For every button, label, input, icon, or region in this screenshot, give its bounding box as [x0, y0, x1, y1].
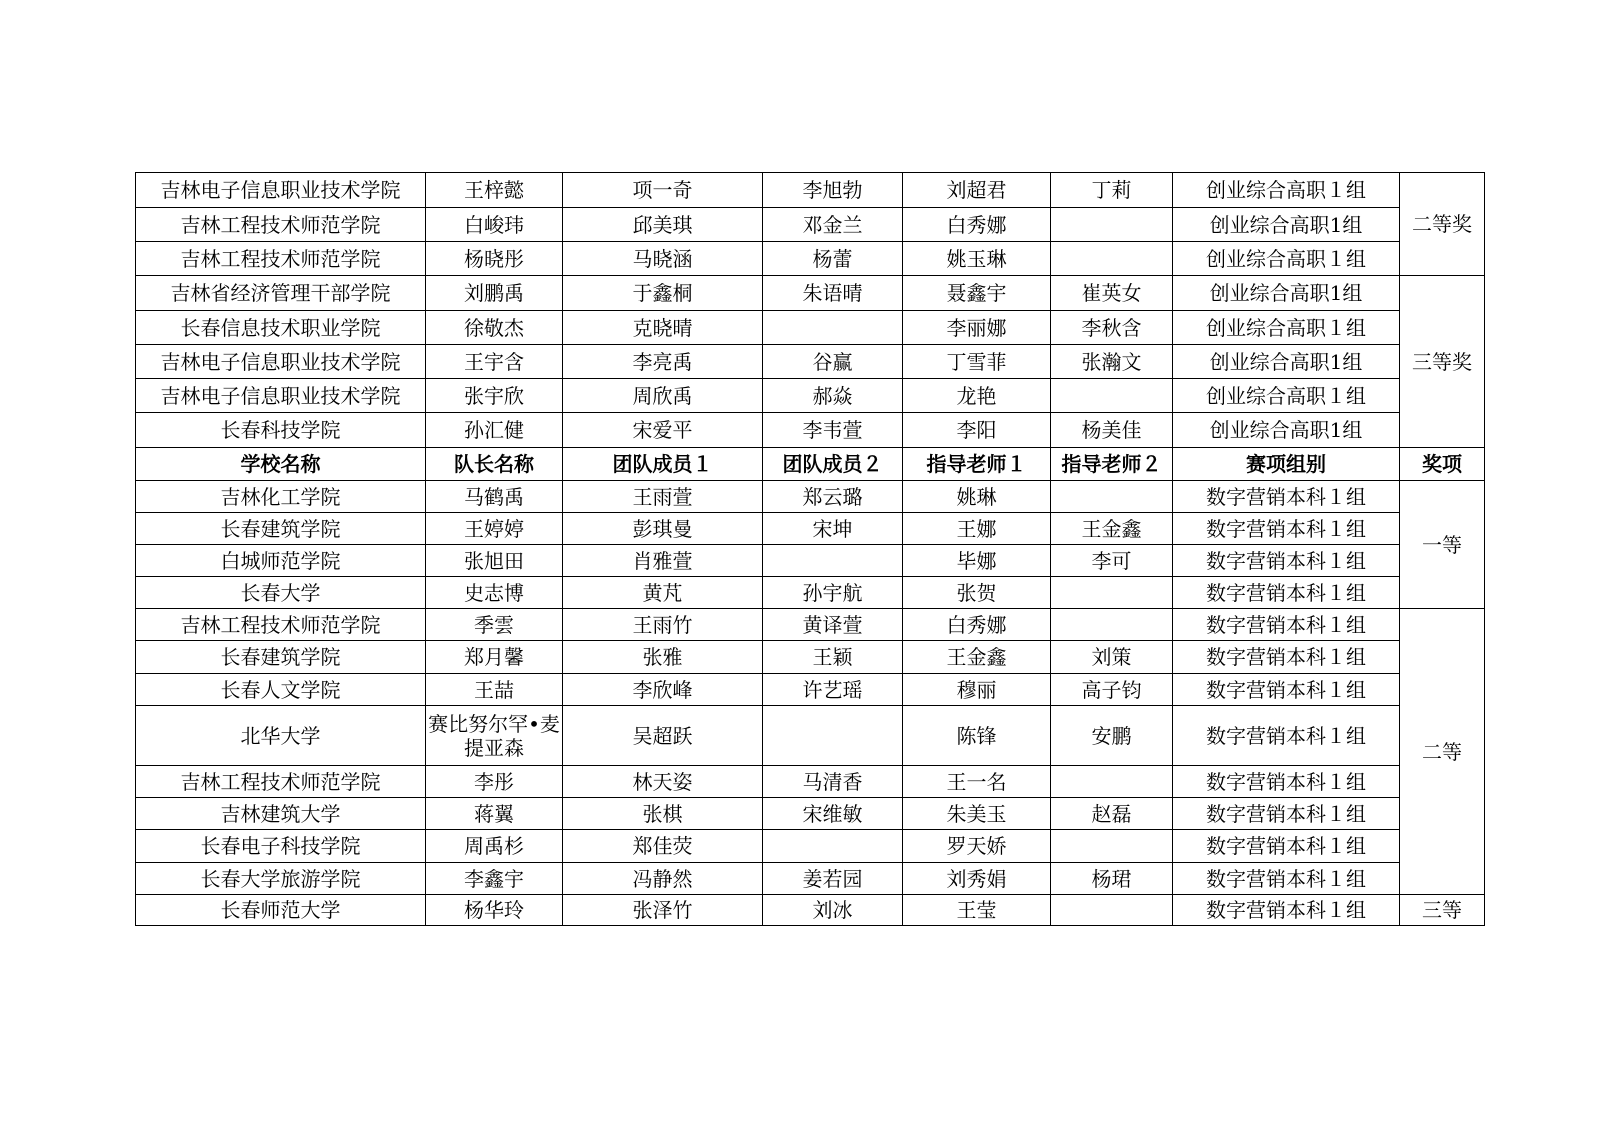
member2-cell	[763, 311, 903, 345]
member1-cell: 王雨竹	[563, 609, 763, 641]
group-cell: 创业综合高职１组	[1173, 173, 1400, 208]
award-cell: 三等	[1400, 895, 1485, 926]
school-cell: 吉林工程技术师范学院	[136, 242, 426, 276]
table-row	[136, 379, 1485, 413]
teacher1-cell: 张贺	[903, 577, 1051, 609]
member2-cell: 黄译萱	[763, 609, 903, 641]
table-row	[136, 577, 1485, 609]
school-cell: 长春师范大学	[136, 895, 426, 926]
member2-cell: 朱语晴	[763, 276, 903, 311]
table-row	[136, 345, 1485, 379]
results-table	[135, 172, 1485, 926]
award-cell: 二等	[1400, 609, 1485, 895]
school-cell: 长春信息技术职业学院	[136, 311, 426, 345]
member1-cell: 李欣峰	[563, 674, 763, 706]
captain-cell: 王婷婷	[426, 513, 563, 545]
group-cell: 创业综合高职1组	[1173, 345, 1400, 379]
teacher1-cell: 陈锋	[903, 706, 1051, 766]
group-cell: 数字营销本科１组	[1173, 798, 1400, 830]
header-award: 奖项	[1400, 448, 1485, 481]
table-row	[136, 242, 1485, 276]
school-cell: 吉林工程技术师范学院	[136, 609, 426, 641]
member2-cell: 郑云璐	[763, 481, 903, 513]
table-row	[136, 481, 1485, 513]
captain-cell: 刘鹏禹	[426, 276, 563, 311]
member2-cell: 姜若园	[763, 863, 903, 895]
member2-cell: 宋坤	[763, 513, 903, 545]
table-row	[136, 766, 1485, 798]
member1-cell: 王雨萱	[563, 481, 763, 513]
header-teacher1: 指导老师１	[903, 448, 1051, 481]
school-cell: 吉林省经济管理干部学院	[136, 276, 426, 311]
group-cell: 创业综合高职１组	[1173, 242, 1400, 276]
member2-cell: 刘冰	[763, 895, 903, 926]
member2-cell: 宋维敏	[763, 798, 903, 830]
table-row	[136, 413, 1485, 448]
header-captain: 队长名称	[426, 448, 563, 481]
teacher1-cell: 白秀娜	[903, 609, 1051, 641]
table-row	[136, 208, 1485, 242]
member1-cell: 林天姿	[563, 766, 763, 798]
table-row	[136, 276, 1485, 311]
member2-cell	[763, 830, 903, 863]
member1-cell: 黄芃	[563, 577, 763, 609]
table-row	[136, 863, 1485, 895]
table-row	[136, 513, 1485, 545]
teacher2-cell	[1051, 895, 1173, 926]
member2-cell: 郝焱	[763, 379, 903, 413]
member1-cell: 周欣禹	[563, 379, 763, 413]
captain-cell: 郑月馨	[426, 641, 563, 674]
school-cell: 吉林工程技术师范学院	[136, 766, 426, 798]
teacher2-cell	[1051, 208, 1173, 242]
school-cell: 长春科技学院	[136, 413, 426, 448]
member2-cell: 许艺瑶	[763, 674, 903, 706]
group-cell: 数字营销本科１组	[1173, 830, 1400, 863]
member1-cell: 宋爱平	[563, 413, 763, 448]
teacher2-cell: 刘策	[1051, 641, 1173, 674]
member1-cell: 彭琪曼	[563, 513, 763, 545]
school-cell: 吉林工程技术师范学院	[136, 208, 426, 242]
table-row	[136, 609, 1485, 641]
captain-cell: 蒋翼	[426, 798, 563, 830]
school-cell: 吉林建筑大学	[136, 798, 426, 830]
captain-cell: 史志博	[426, 577, 563, 609]
table-row	[136, 311, 1485, 345]
captain-cell: 李鑫宇	[426, 863, 563, 895]
header-member2: 团队成员２	[763, 448, 903, 481]
group-cell: 数字营销本科１组	[1173, 674, 1400, 706]
captain-cell: 周禹杉	[426, 830, 563, 863]
group-cell: 数字营销本科１组	[1173, 766, 1400, 798]
member2-cell: 李韦萱	[763, 413, 903, 448]
captain-cell: 张旭田	[426, 545, 563, 577]
member2-cell: 邓金兰	[763, 208, 903, 242]
member1-cell: 马晓涵	[563, 242, 763, 276]
table-row	[136, 706, 1485, 766]
member1-cell: 张棋	[563, 798, 763, 830]
teacher2-cell	[1051, 830, 1173, 863]
group-cell: 数字营销本科１组	[1173, 641, 1400, 674]
member1-cell: 克晓晴	[563, 311, 763, 345]
teacher1-cell: 王娜	[903, 513, 1051, 545]
captain-cell: 王喆	[426, 674, 563, 706]
teacher1-cell: 姚琳	[903, 481, 1051, 513]
member1-cell: 张泽竹	[563, 895, 763, 926]
member1-cell: 于鑫桐	[563, 276, 763, 311]
member2-cell	[763, 706, 903, 766]
teacher1-cell: 朱美玉	[903, 798, 1051, 830]
school-cell: 长春建筑学院	[136, 641, 426, 674]
teacher2-cell: 王金鑫	[1051, 513, 1173, 545]
member1-cell: 郑佳荧	[563, 830, 763, 863]
teacher1-cell: 丁雪菲	[903, 345, 1051, 379]
member1-cell: 肖雅萱	[563, 545, 763, 577]
captain-cell: 赛比努尔罕•麦提亚森	[426, 706, 563, 766]
captain-cell: 杨晓彤	[426, 242, 563, 276]
table-row	[136, 895, 1485, 926]
teacher1-cell: 毕娜	[903, 545, 1051, 577]
group-cell: 数字营销本科１组	[1173, 481, 1400, 513]
school-cell: 长春人文学院	[136, 674, 426, 706]
table-row	[136, 830, 1485, 863]
header-group: 赛项组别	[1173, 448, 1400, 481]
teacher1-cell: 李丽娜	[903, 311, 1051, 345]
member1-cell: 邱美琪	[563, 208, 763, 242]
teacher2-cell: 赵磊	[1051, 798, 1173, 830]
teacher2-cell: 李秋含	[1051, 311, 1173, 345]
captain-cell: 王梓懿	[426, 173, 563, 208]
member1-cell: 张雅	[563, 641, 763, 674]
group-cell: 创业综合高职１组	[1173, 379, 1400, 413]
captain-cell: 李彤	[426, 766, 563, 798]
group-cell: 数字营销本科１组	[1173, 577, 1400, 609]
member1-cell: 项一奇	[563, 173, 763, 208]
teacher2-cell	[1051, 609, 1173, 641]
teacher2-cell: 丁莉	[1051, 173, 1173, 208]
teacher2-cell	[1051, 766, 1173, 798]
teacher1-cell: 王一名	[903, 766, 1051, 798]
member2-cell: 马清香	[763, 766, 903, 798]
teacher1-cell: 王金鑫	[903, 641, 1051, 674]
table-row	[136, 173, 1485, 208]
school-cell: 吉林电子信息职业技术学院	[136, 173, 426, 208]
group-cell: 创业综合高职1组	[1173, 208, 1400, 242]
teacher2-cell: 高子钧	[1051, 674, 1173, 706]
school-cell: 白城师范学院	[136, 545, 426, 577]
captain-cell: 孙汇健	[426, 413, 563, 448]
member2-cell: 孙宇航	[763, 577, 903, 609]
teacher2-cell: 杨美佳	[1051, 413, 1173, 448]
captain-cell: 王宇含	[426, 345, 563, 379]
teacher2-cell	[1051, 242, 1173, 276]
teacher2-cell: 崔英女	[1051, 276, 1173, 311]
group-cell: 创业综合高职1组	[1173, 413, 1400, 448]
teacher2-cell: 杨珺	[1051, 863, 1173, 895]
header-row	[136, 448, 1485, 481]
teacher1-cell: 王莹	[903, 895, 1051, 926]
teacher1-cell: 李阳	[903, 413, 1051, 448]
school-cell: 吉林化工学院	[136, 481, 426, 513]
captain-cell: 张宇欣	[426, 379, 563, 413]
group-cell: 数字营销本科１组	[1173, 513, 1400, 545]
member1-cell: 吴超跃	[563, 706, 763, 766]
award-cell: 三等奖	[1400, 276, 1485, 448]
award-cell: 一等	[1400, 481, 1485, 609]
teacher1-cell: 聂鑫宇	[903, 276, 1051, 311]
school-cell: 吉林电子信息职业技术学院	[136, 379, 426, 413]
school-cell: 吉林电子信息职业技术学院	[136, 345, 426, 379]
header-teacher2: 指导老师２	[1051, 448, 1173, 481]
award-cell: 二等奖	[1400, 173, 1485, 276]
group-cell: 数字营销本科１组	[1173, 895, 1400, 926]
header-member1: 团队成员１	[563, 448, 763, 481]
member2-cell	[763, 545, 903, 577]
teacher1-cell: 穆丽	[903, 674, 1051, 706]
teacher1-cell: 龙艳	[903, 379, 1051, 413]
member2-cell: 谷赢	[763, 345, 903, 379]
teacher2-cell	[1051, 379, 1173, 413]
group-cell: 数字营销本科１组	[1173, 609, 1400, 641]
header-school: 学校名称	[136, 448, 426, 481]
teacher2-cell: 安鹏	[1051, 706, 1173, 766]
captain-cell: 马鹤禹	[426, 481, 563, 513]
table-row	[136, 674, 1485, 706]
captain-cell: 季雲	[426, 609, 563, 641]
member2-cell: 王颖	[763, 641, 903, 674]
group-cell: 数字营销本科１组	[1173, 545, 1400, 577]
teacher2-cell: 张瀚文	[1051, 345, 1173, 379]
member2-cell: 杨蕾	[763, 242, 903, 276]
captain-cell: 杨华玲	[426, 895, 563, 926]
member1-cell: 李亮禹	[563, 345, 763, 379]
teacher2-cell	[1051, 481, 1173, 513]
captain-cell: 徐敬杰	[426, 311, 563, 345]
teacher1-cell: 白秀娜	[903, 208, 1051, 242]
table-row	[136, 641, 1485, 674]
group-cell: 创业综合高职１组	[1173, 311, 1400, 345]
teacher2-cell	[1051, 577, 1173, 609]
school-cell: 长春建筑学院	[136, 513, 426, 545]
school-cell: 北华大学	[136, 706, 426, 766]
table-row	[136, 798, 1485, 830]
teacher1-cell: 刘秀娟	[903, 863, 1051, 895]
member2-cell: 李旭勃	[763, 173, 903, 208]
captain-cell: 白峻玮	[426, 208, 563, 242]
school-cell: 长春大学	[136, 577, 426, 609]
teacher1-cell: 刘超君	[903, 173, 1051, 208]
teacher1-cell: 罗天娇	[903, 830, 1051, 863]
group-cell: 创业综合高职1组	[1173, 276, 1400, 311]
teacher2-cell: 李可	[1051, 545, 1173, 577]
member1-cell: 冯静然	[563, 863, 763, 895]
school-cell: 长春大学旅游学院	[136, 863, 426, 895]
teacher1-cell: 姚玉琳	[903, 242, 1051, 276]
school-cell: 长春电子科技学院	[136, 830, 426, 863]
group-cell: 数字营销本科１组	[1173, 706, 1400, 766]
group-cell: 数字营销本科１组	[1173, 863, 1400, 895]
table-row	[136, 545, 1485, 577]
